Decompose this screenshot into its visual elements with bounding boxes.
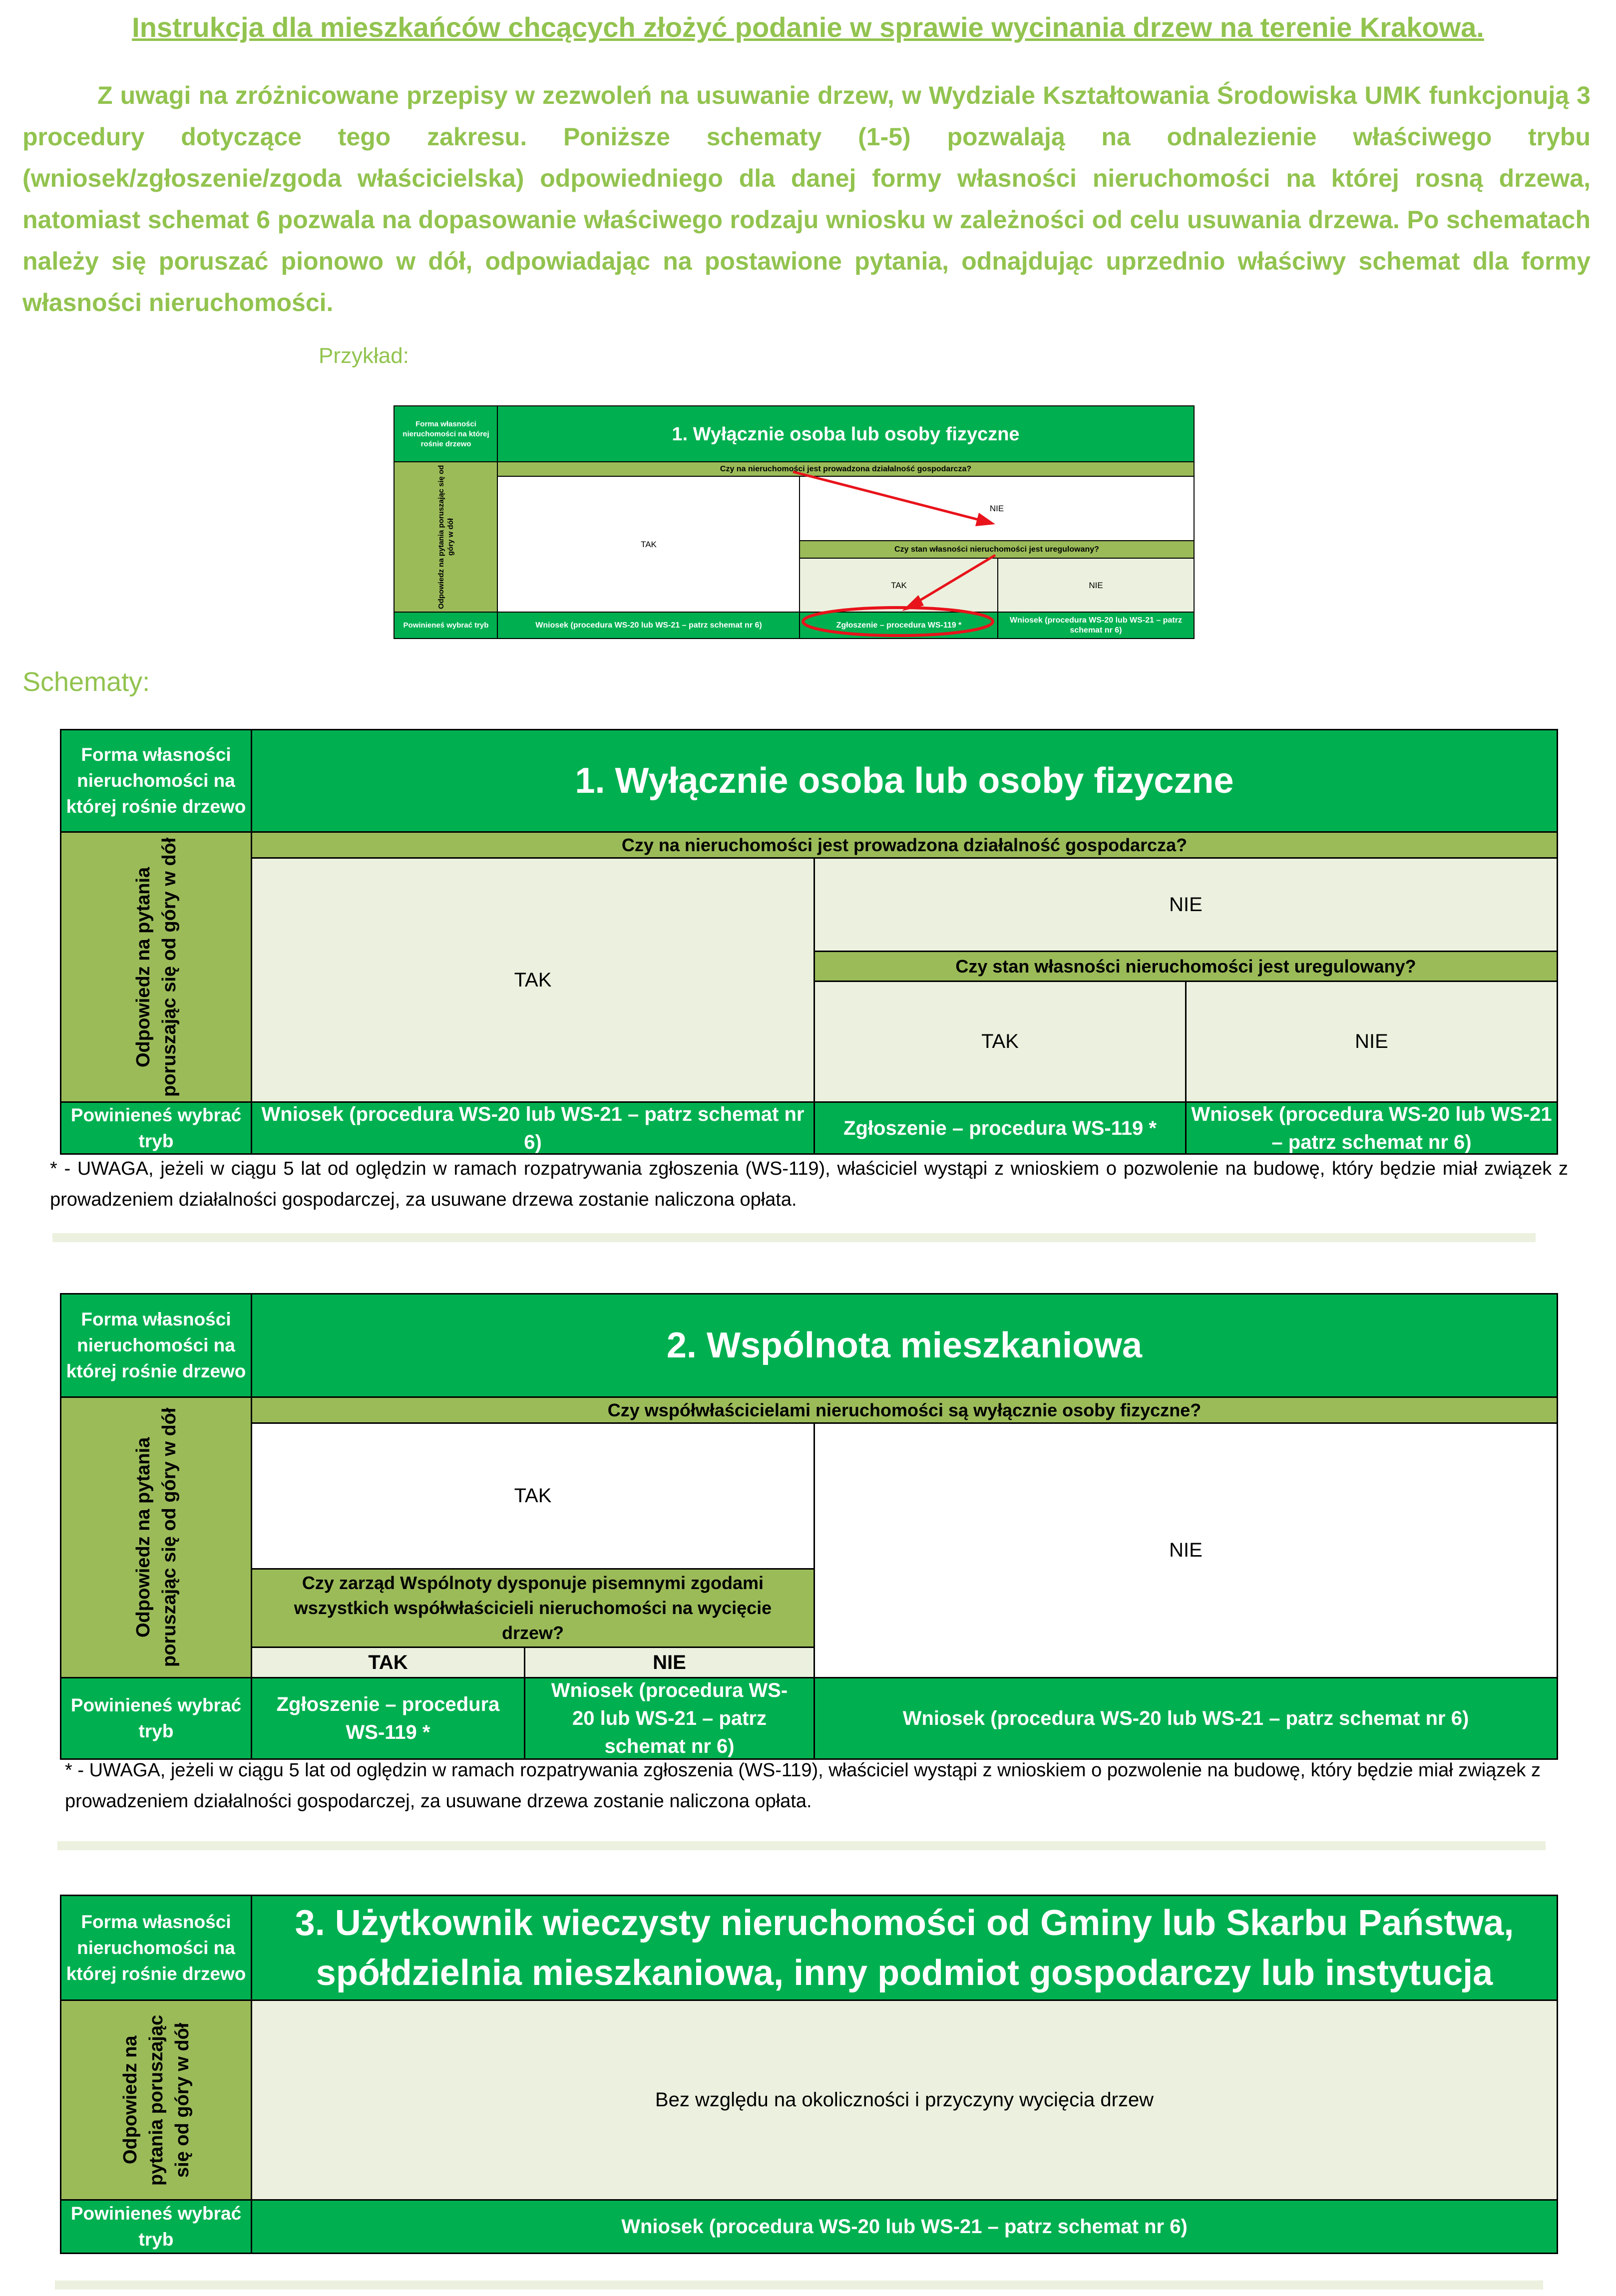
s1-title: 1. Wyłącznie osoba lub osoby fizyczne [251, 729, 1558, 833]
page-title: Instrukcja dla mieszkańców chcących złożyć podanie w sprawie wycinania drzew na terenie Krakowa. [132, 11, 1484, 43]
s2-note: * - UWAGA, jeżeli w ciągu 5 lat od oględzin w ramach rozpatrywania zgłoszenia (WS-119), właściciel wystąpi z wnioskiem o pozwolenie na budowę, który będzie miał związek z prowadzeniem działalności gospodarczej, za usuwane drzewa zostanie naliczona opłata. [65, 1760, 1541, 1812]
s1-side-text: Odpowiedz na pytania poruszając się od góry w dół [132, 837, 180, 1097]
s3-title: 3. Użytkownik wieczysty nieruchomości od Gminy lub Skarbu Państwa, spółdzielnia mieszkaniowa, inny podmiot gospodarczy lub instytucja [251, 1895, 1558, 2001]
s2-side-text: Odpowiedz na pytania poruszając się od góry w dół [132, 1407, 180, 1667]
s1-question-1: Czy na nieruchomości jest prowadzona działalność gospodarcza? [251, 831, 1558, 859]
example-tak: TAK [497, 476, 801, 613]
s1-powinienes: Powinieneś wybrać tryb [60, 1101, 252, 1155]
s2-tak: TAK [251, 1422, 815, 1570]
schema-3 [60, 1895, 1558, 2254]
example-arrow-1 [793, 472, 990, 523]
example-question-2: Czy stan własności nieruchomości jest uregulowany? [799, 540, 1195, 559]
s3-powinienes: Powinieneś wybrać tryb [60, 2199, 252, 2254]
s3-forma-header: Forma własności nieruchomości na której rośnie drzewo [60, 1895, 252, 2001]
example-result-wniosek-2: Wniosek (procedura WS-20 lub WS-21 – patrz schemat nr 6) [997, 612, 1195, 639]
s2-question-1: Czy współwłaścicielami nieruchomości są wyłącznie osoby fizyczne? [251, 1396, 1558, 1424]
s2-side [60, 1396, 252, 1678]
s2-powinienes: Powinieneś wybrać tryb [60, 1677, 252, 1760]
s2-question-2: Czy zarząd Wspólnoty dysponuje pisemnymi zgodami wszystkich współwłaścicieli nieruchomości na wycięcie drzew? [251, 1568, 815, 1648]
s2-nie: NIE [813, 1422, 1558, 1678]
s2-nie-2: NIE [524, 1646, 815, 1678]
s1-result-wniosek-2: Wniosek (procedura WS-20 lub WS-21 – patrz schemat nr 6) [1185, 1101, 1558, 1155]
s1-result-zgloszenie: Zgłoszenie – procedura WS-119 * [813, 1101, 1187, 1155]
schema-1 [60, 729, 1558, 1155]
s2-forma-header: Forma własności nieruchomości na której rośnie drzewo [60, 1293, 252, 1398]
example-title: 1. Wyłącznie osoba lub osoby fizyczne [497, 405, 1195, 463]
example-highlight-ellipse [803, 608, 993, 636]
separator-3 [55, 2281, 1543, 2290]
example-arrowhead-1 [975, 513, 995, 526]
s1-nie-2: NIE [1185, 981, 1558, 1103]
s1-result-wniosek: Wniosek (procedura WS-20 lub WS-21 – patrz schemat nr 6) [251, 1101, 815, 1155]
separator-1 [52, 1233, 1536, 1242]
example-label: Przykład: [319, 343, 409, 368]
schema-2 [60, 1293, 1558, 1760]
example-nie: NIE [799, 476, 1195, 542]
intro-paragraph: Z uwagi na zróżnicowane przepisy w zezwoleń na usuwanie drzew, w Wydziale Kształtowania Środowiska UMK funkcjonują 3 procedury dotyczące tego zakresu. Poniższe schematy (1-5) pozwalają na odnalezienie właściwego trybu (wniosek/zgłoszenie/zgoda właścicielska) odpowiedniego dla danej formy własności nieruchomości na której rosną drzewa, natomiast schemat 6 pozwala na dopasowanie właściwego rodzaju wniosku w zależności od celu usuwania drzewa. Po schematach należy się poruszać pionowo w dół, odpowiadając na postawione pytania, odnajdując uprzednio właściwy schemat dla formy własności nieruchomości. [22, 81, 1591, 317]
example-tak-2: TAK [799, 558, 999, 613]
example-arrows [394, 405, 1195, 639]
s1-question-2: Czy stan własności nieruchomości jest uregulowany? [813, 951, 1558, 982]
s2-tak-2: TAK [251, 1646, 525, 1678]
s3-side-text: Odpowiedz na pytania poruszając się od góry w dół [119, 2014, 193, 2186]
s3-side [60, 1999, 252, 2201]
s1-note: * - UWAGA, jeżeli w ciągu 5 lat od oględzin w ramach rozpatrywania zgłoszenia (WS-119), właściciel wystąpi z wnioskiem o pozwolenie na budowę, który będzie miał związek z prowadzeniem działalności gospodarczej, za usuwane drzewa zostanie naliczona opłata. [50, 1158, 1568, 1210]
s2-result-zgloszenie: Zgłoszenie – procedura WS-119 * [251, 1677, 525, 1760]
s2-title: 2. Wspólnota mieszkaniowa [251, 1293, 1558, 1398]
s1-tak: TAK [251, 857, 815, 1103]
s2-result-wniosek: Wniosek (procedura WS-20 lub WS-21 – patrz schemat nr 6) [524, 1677, 815, 1760]
s3-body: Bez względu na okoliczności i przyczyny wycięcia drzew [251, 1999, 1558, 2201]
separator-2 [57, 1841, 1546, 1850]
s1-forma-header: Forma własności nieruchomości na której rośnie drzewo [60, 729, 252, 833]
schematy-label: Schematy: [22, 667, 150, 697]
s2-result-wniosek-2: Wniosek (procedura WS-20 lub WS-21 – patrz schemat nr 6) [813, 1677, 1558, 1760]
s1-side [60, 831, 252, 1103]
example-powinienes: Powinieneś wybrać tryb [394, 612, 498, 639]
example-schema [394, 405, 1195, 639]
example-result-wniosek: Wniosek (procedura WS-20 lub WS-21 – patrz schemat nr 6) [497, 612, 801, 639]
example-forma-header: Forma własności nieruchomości na której rośnie drzewo [394, 405, 498, 463]
s3-result-wniosek: Wniosek (procedura WS-20 lub WS-21 – patrz schemat nr 6) [251, 2199, 1558, 2254]
example-result-zgloszenie: Zgłoszenie – procedura WS-119 * [799, 612, 999, 639]
example-nie-2: NIE [997, 558, 1195, 613]
s1-tak-2: TAK [813, 981, 1187, 1103]
example-side-text: Odpowiedz na pytania poruszając się od góry w dół [437, 465, 455, 610]
s1-nie: NIE [813, 857, 1558, 952]
example-question-1: Czy na nieruchomości jest prowadzona działalność gospodarcza? [497, 461, 1195, 477]
